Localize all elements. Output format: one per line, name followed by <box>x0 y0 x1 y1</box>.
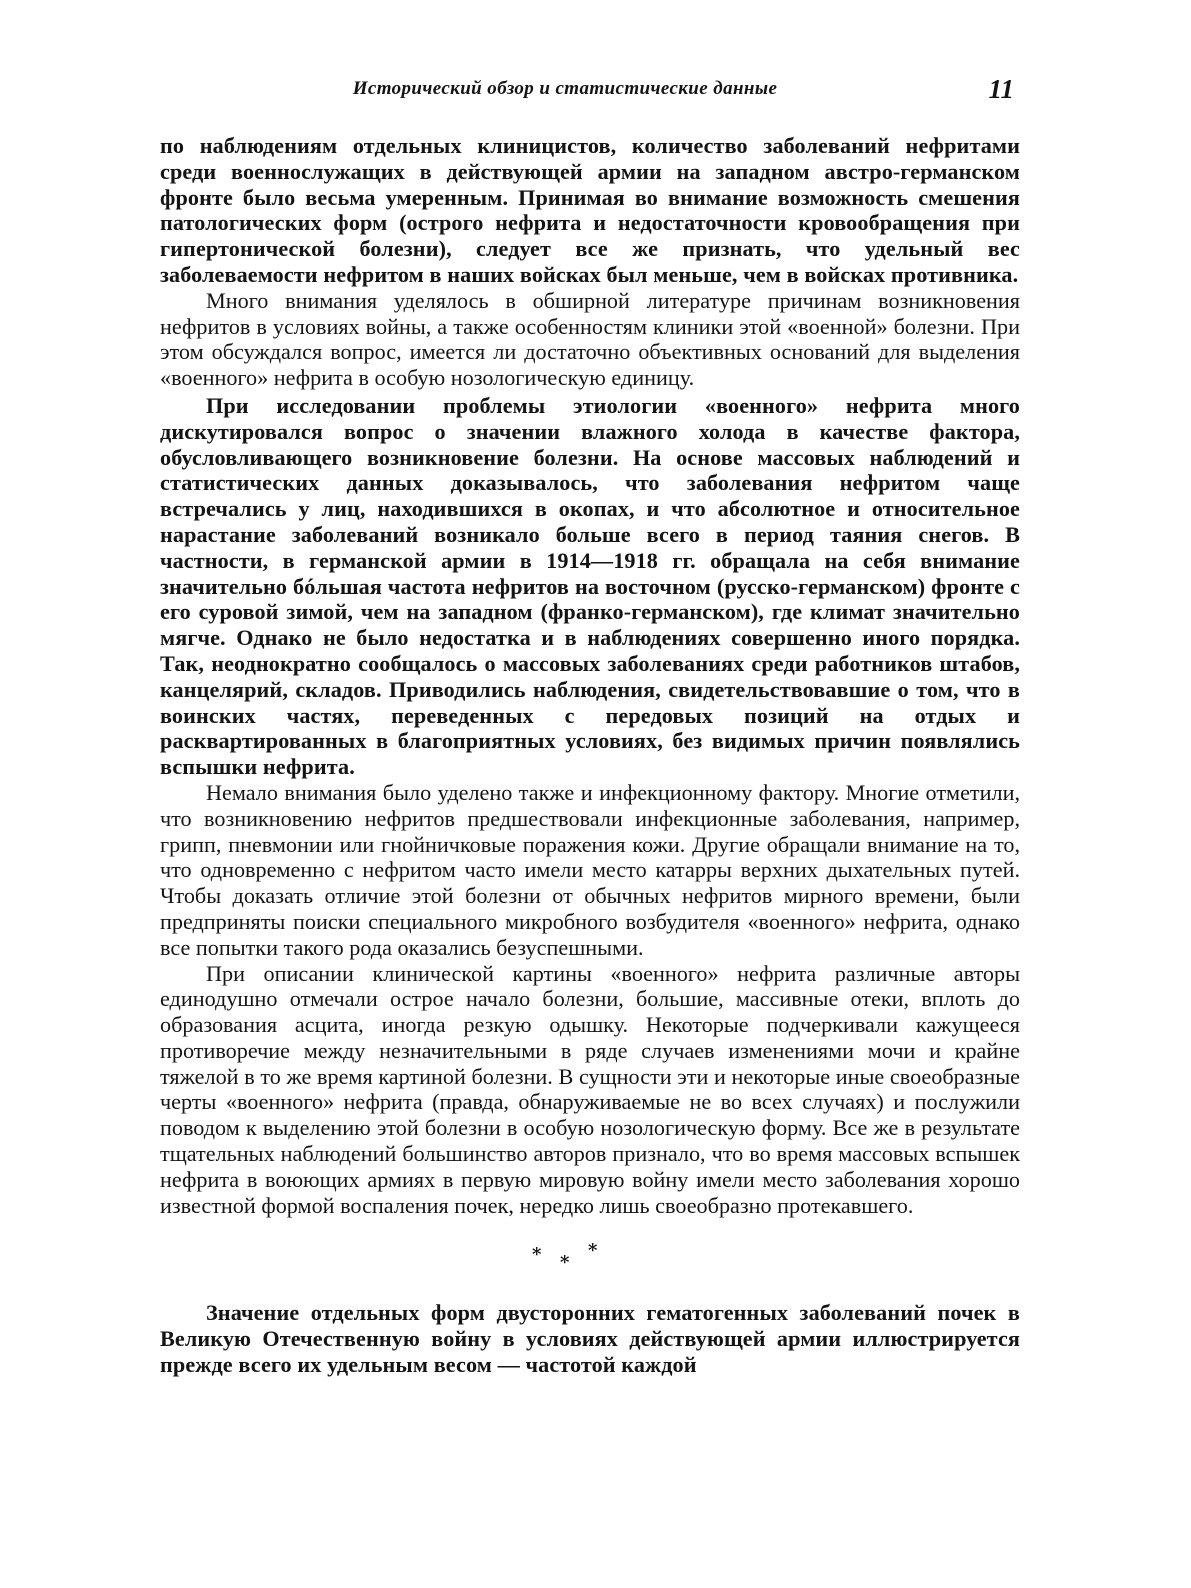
paragraph-literature: Много внимания уделялось в обширной литературе причинам возникновения нефритов в условиях войны, а также особенностям клиники этой «военной» болезни. При этом обсуждался вопрос, имеется ли достаточно объективных оснований для выделения «военного» нефрита в особую нозологическую единицу. <box>160 287 1020 391</box>
paragraph-continued: по наблюдениям отдельных клиницистов, количество заболеваний нефритами среди военнослужащих в действующей армии на западном австро-германском фронте было весьма умеренным. Принимая во внимание возможность смешения патологических форм (острого нефрита и недостаточности кровообращения при гипертонической болезни), следует все же признать, что удельный вес заболеваемости нефритом в наших войсках был меньше, чем в войсках противника. <box>160 133 1020 287</box>
paragraph-war-significance: Значение отдельных форм двусторонних гематогенных заболеваний почек в Великую Отечественную войну в условиях действующей армии иллюстрируется прежде всего их удельным весом — частотой каждой <box>160 1300 1020 1378</box>
paragraph-infection: Немало внимания было уделено также и инфекционному фактору. Многие отметили, что возникновению нефритов предшествовали инфекционные заболевания, например, грипп, пневмонии или гнойничковые поражения кожи. Другие обращали внимание на то, что одновременно с нефритом часто имели место катарры верхних дыхательных путей. Чтобы доказать отличие этой болезни от обычных нефритов мирного времени, были предприняты поиски специального микробного возбудителя «военного» нефрита, однако все попытки такого рода оказались безуспешными. <box>160 779 1020 960</box>
running-header <box>160 74 1022 108</box>
running-title: Исторический обзор и статистические данные <box>352 78 778 99</box>
page-number: 11 <box>988 74 1014 104</box>
paragraph-clinical-picture: При описании клинической картины «военного» нефрита различные авторы единодушно отмечали острое начало болезни, большие, массивные отеки, вплоть до образования асцита, иногда резкую одышку. Некоторые подчеркивали кажущееся противоречие между незначительными в ряде случаев изменениями мочи и крайне тяжелой в то же время картиной болезни. В сущности эти и некоторые иные своеобразные черты «военного» нефрита (правда, обнаруживаемые не во всех случаях) и послужили поводом к выделению этой болезни в особую нозологическую форму. Все же в результате тщательных наблюдений большинство авторов признало, что во время массовых вспышек нефрита в воюющих армиях в первую мировую войну имели место заболевания хорошо известной формой воспаления почек, нередко лишь своеобразно протекавшего. <box>160 960 1020 1218</box>
paragraph-etiology: При исследовании проблемы этиологии «военного» нефрита много дискутировался вопрос о значении влажного холода в качестве фактора, обусловливающего возникновение болезни. На основе массовых наблюдений и статистических данных доказывалось, что заболевания нефритом чаще встречались у лиц, находившихся в окопах, и что абсолютное и относительное нарастание заболеваний возникало больше всего в период таяния снегов. В частности, в германской армии в 1914—1918 гг. обращала на себя внимание значительно бóльшая частота нефритов на восточном (русско-германском) фронте с его суровой зимой, чем на западном (франко-германском), где климат значительно мягче. Однако не было недостатка и в наблюдениях совершенно иного порядка. Так, неоднократно сообщалось о массовых заболеваниях среди работников штабов, канцелярий, складов. Приводились наблюдения, свидетельствовавшие о том, что в воинских частях, переведенных с передовых позиций на отдых и расквартированных в благоприятных условиях, без видимых причин появлялись вспышки нефрита. <box>160 392 1020 780</box>
section-separator: * * * <box>532 1240 598 1274</box>
body-text <box>160 133 1020 1378</box>
